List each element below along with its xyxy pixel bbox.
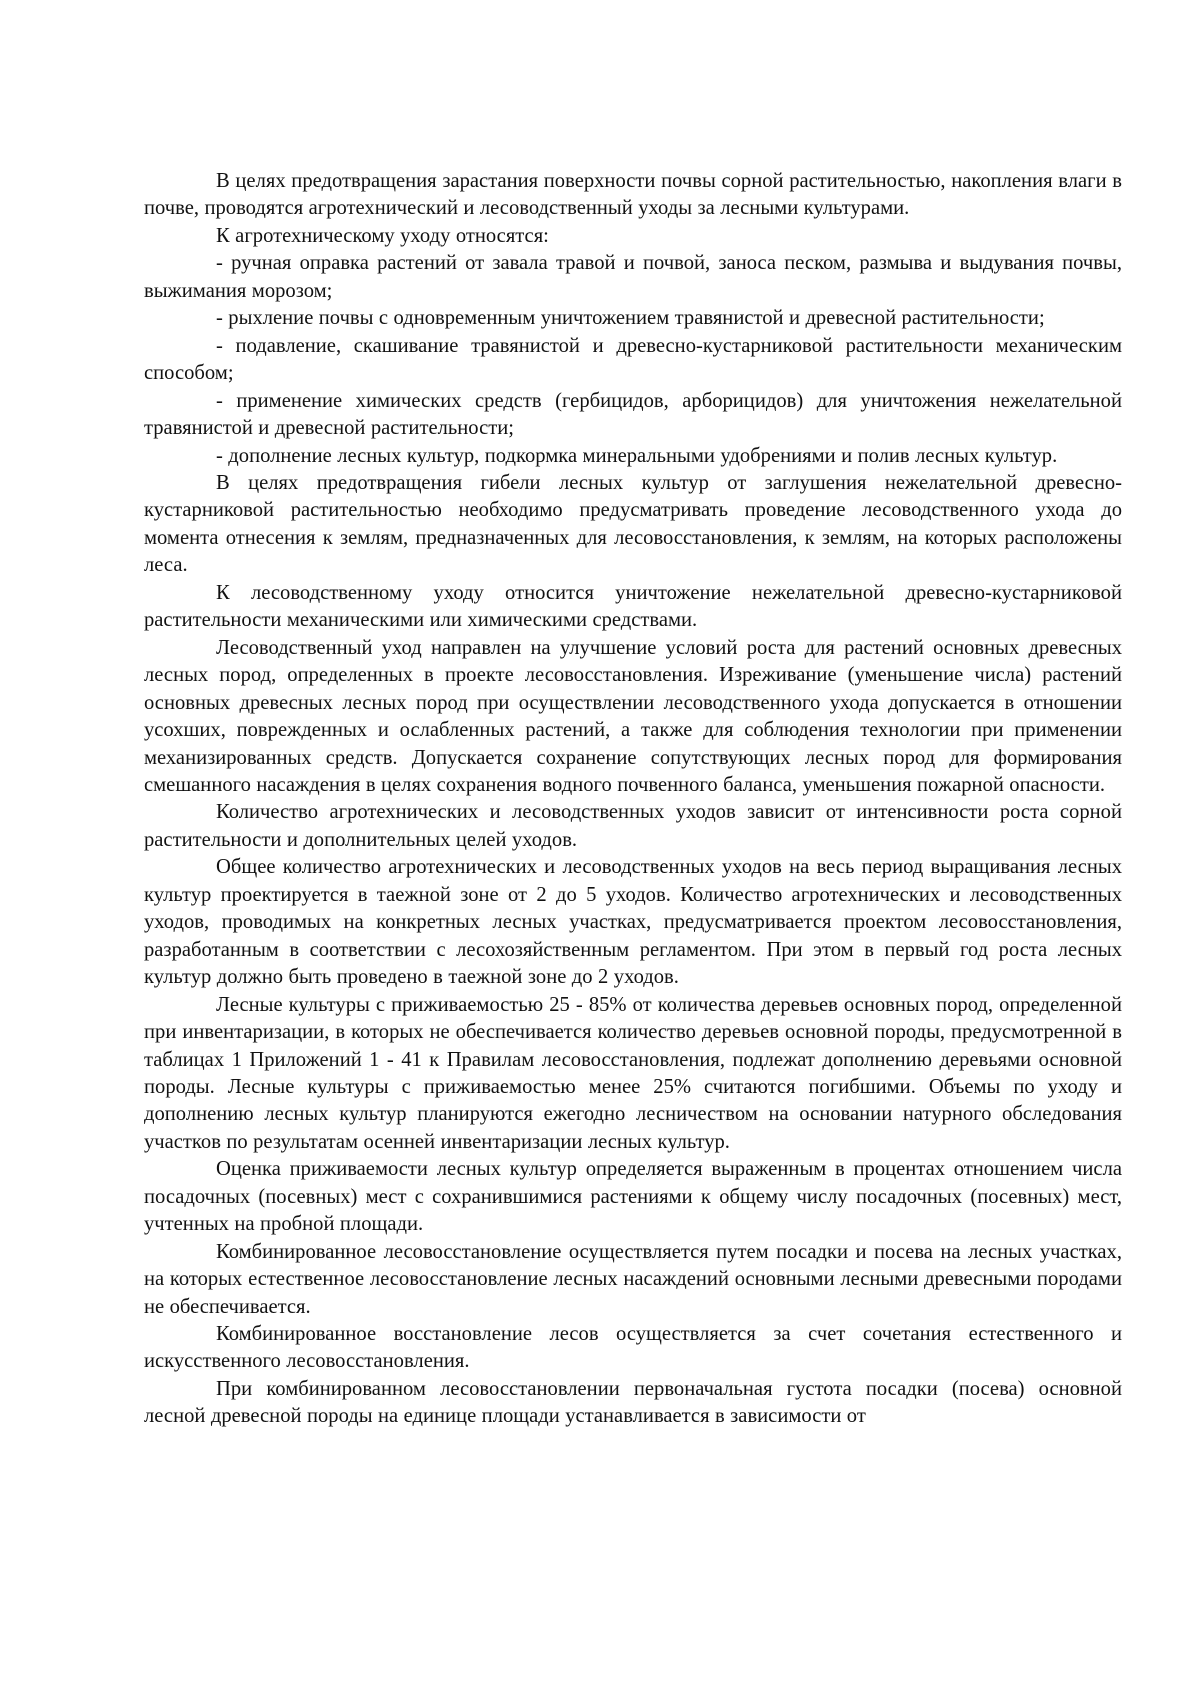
paragraph: Лесные культуры с приживаемостью 25 - 85% от количества деревьев основных пород, определенной при инвентаризации, в которых не обеспечивается количество деревьев основной породы, предусмотренной в таблицах 1 Приложений 1 - 41 к Правилам лесовосстановления, подлежат дополнению деревьями основной породы. Лесные культуры с приживаемостью менее 25% считаются погибшими. Объемы по уходу и дополнению лесных культур планируются ежегодно лесничеством на основании натурного обследования участков по результатам осенней инвентаризации лесных культур. — [144, 993, 1122, 1153]
paragraph: К агротехническому уходу относятся: — [216, 224, 549, 247]
paragraph: Оценка приживаемости лесных культур определяется выраженным в процентах отношением числа посадочных (посевных) мест с сохранившимися растениями к общему числу посадочных (посевных) мест, учтенных на пробной площади. — [144, 1158, 1122, 1236]
paragraph: Лесоводственный уход направлен на улучшение условий роста для растений основных древесных лесных пород, определенных в проекте лесовосстановления. Изреживание (уменьшение числа) растений основных древесных лесных пород при осуществлении лесоводственного ухода допускается в отношении усохших, поврежденных и ослабленных растений, а также для соблюдения технологии при применении механизированных средств. Допускается сохранение сопутствующих лесных пород для формирования смешанного насаждения в целях сохранения водного почвенного баланса, уменьшения пожарной опасности. — [144, 636, 1122, 796]
paragraph: К лесоводственному уходу относится уничтожение нежелательной древесно-кустарниковой растительности механическими или химическими средствами. — [144, 581, 1122, 632]
list-item: - дополнение лесных культур, подкормка минеральными удобрениями и полив лесных культур. — [216, 444, 1058, 467]
paragraph: В целях предотвращения гибели лесных культур от заглушения нежелательной древесно-кустарниковой растительностью необходимо предусматривать проведение лесоводственного ухода до момента отнесения к землям, предназначенных для лесовосстановления, к землям, на которых расположены леса. — [144, 471, 1122, 577]
list-item: - рыхление почвы с одновременным уничтожением травянистой и древесной растительности; — [216, 307, 1045, 330]
paragraph: В целях предотвращения зарастания поверхности почвы сорной растительностью, накопления влаги в почве, проводятся агротехнический и лесоводственный уходы за лесными культурами. — [144, 170, 1122, 220]
document-page — [144, 168, 1122, 1431]
paragraph: Комбинированное восстановление лесов осуществляется за счет сочетания естественного и искусственного лесовосстановления. — [144, 1323, 1122, 1373]
paragraph: Комбинированное лесовосстановление осуществляется путем посадки и посева на лесных участках, на которых естественное лесовосстановление лесных насаждений основными лесными древесными породами не обеспечивается. — [144, 1240, 1122, 1318]
paragraph: При комбинированном лесовосстановлении первоначальная густота посадки (посева) основной лесной древесной породы на единице площади устанавливается в зависимости от — [144, 1377, 1122, 1428]
paragraph: Количество агротехнических и лесоводственных уходов зависит от интенсивности роста сорной растительности и дополнительных целей уходов. — [144, 801, 1122, 851]
list-item: - применение химических средств (гербицидов, арборицидов) для уничтожения нежелательной травянистой и древесной растительности; — [144, 389, 1122, 440]
paragraph: Общее количество агротехнических и лесоводственных уходов на весь период выращивания лесных культур проектируется в таежной зоне от 2 до 5 уходов. Количество агротехнических и лесоводственных уходов, проводимых на конкретных лесных участках, предусматривается проектом лесовосстановления, разработанным в соответствии с лесохозяйственным регламентом. При этом в первый год роста лесных культур должно быть проведено в таежной зоне до 2 уходов. — [144, 856, 1122, 989]
list-item: - подавление, скашивание травянистой и древесно-кустарниковой растительности механическим способом; — [144, 334, 1122, 385]
list-item: - ручная оправка растений от завала травой и почвой, заноса песком, размыва и выдувания почвы, выжимания морозом; — [144, 252, 1122, 302]
